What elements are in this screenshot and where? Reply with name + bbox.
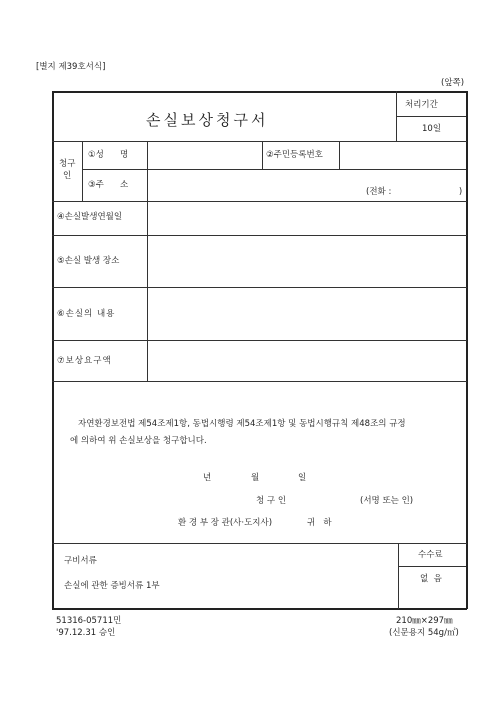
addressee-suffix: 귀 하 [307, 518, 332, 528]
statement-line-2: 에 의하여 위 손실보상을 청구합니다. [70, 436, 207, 446]
attachments-label: 구비서류 [64, 556, 97, 566]
paper-size: 210㎜×297㎜ [396, 616, 453, 626]
loss-date-label: ④손실발생연월일 [57, 212, 123, 222]
paper-type: (신문용지 54g/㎡) [389, 628, 459, 638]
loss-content-label: ⑥손실의 내용 [57, 309, 116, 319]
date-day-label: 일 [298, 473, 307, 483]
form-title: 손실보상청구서 [146, 111, 269, 129]
phone-label: (전화 : ) [366, 187, 463, 197]
date-year-label: 년 [203, 473, 212, 483]
resident-number-field[interactable] [341, 143, 464, 167]
claim-amount-field[interactable] [149, 342, 464, 379]
processing-period-label: 처리기간 [405, 100, 438, 110]
claimant-label-top: 청구 [59, 159, 76, 169]
loss-date-field[interactable] [149, 203, 464, 233]
fee-label: 수수료 [418, 550, 443, 560]
name-field[interactable] [149, 143, 260, 167]
approval-date: '97.12.31 승인 [56, 628, 116, 638]
name-label: ①성 명 [88, 150, 129, 160]
statement-line-1: 자연환경보전법 제54조제1항, 동법시행령 제54조제1항 및 동법시행규칙 제48조의 규정 [78, 419, 406, 429]
address-label: ③주 소 [88, 180, 129, 190]
fee-value: 없 음 [420, 574, 442, 584]
attachments-item: 손실에 관한 증빙서류 1부 [64, 581, 160, 591]
date-month-label: 월 [251, 473, 260, 483]
processing-period-value: 10일 [422, 124, 442, 134]
addressee-label: 환 경 부 장 관(사·도지사) [178, 518, 273, 528]
signature-note: (서명 또는 인) [360, 496, 414, 506]
page-side-label: (앞쪽) [441, 78, 465, 88]
form-number-label: [별지 제39호서식] [36, 62, 106, 72]
loss-content-field[interactable] [149, 289, 464, 338]
resident-number-label: ②주민등록번호 [266, 150, 323, 160]
claimant-label-bottom: 인 [63, 171, 72, 181]
loss-place-field[interactable] [149, 237, 464, 285]
loss-place-label: ⑤손실 발생 장소 [57, 256, 120, 266]
claim-amount-label: ⑦보상요구액 [57, 356, 112, 366]
form-code: 51316-05711민 [56, 616, 122, 626]
claimant-sign-label: 청 구 인 [256, 496, 287, 506]
